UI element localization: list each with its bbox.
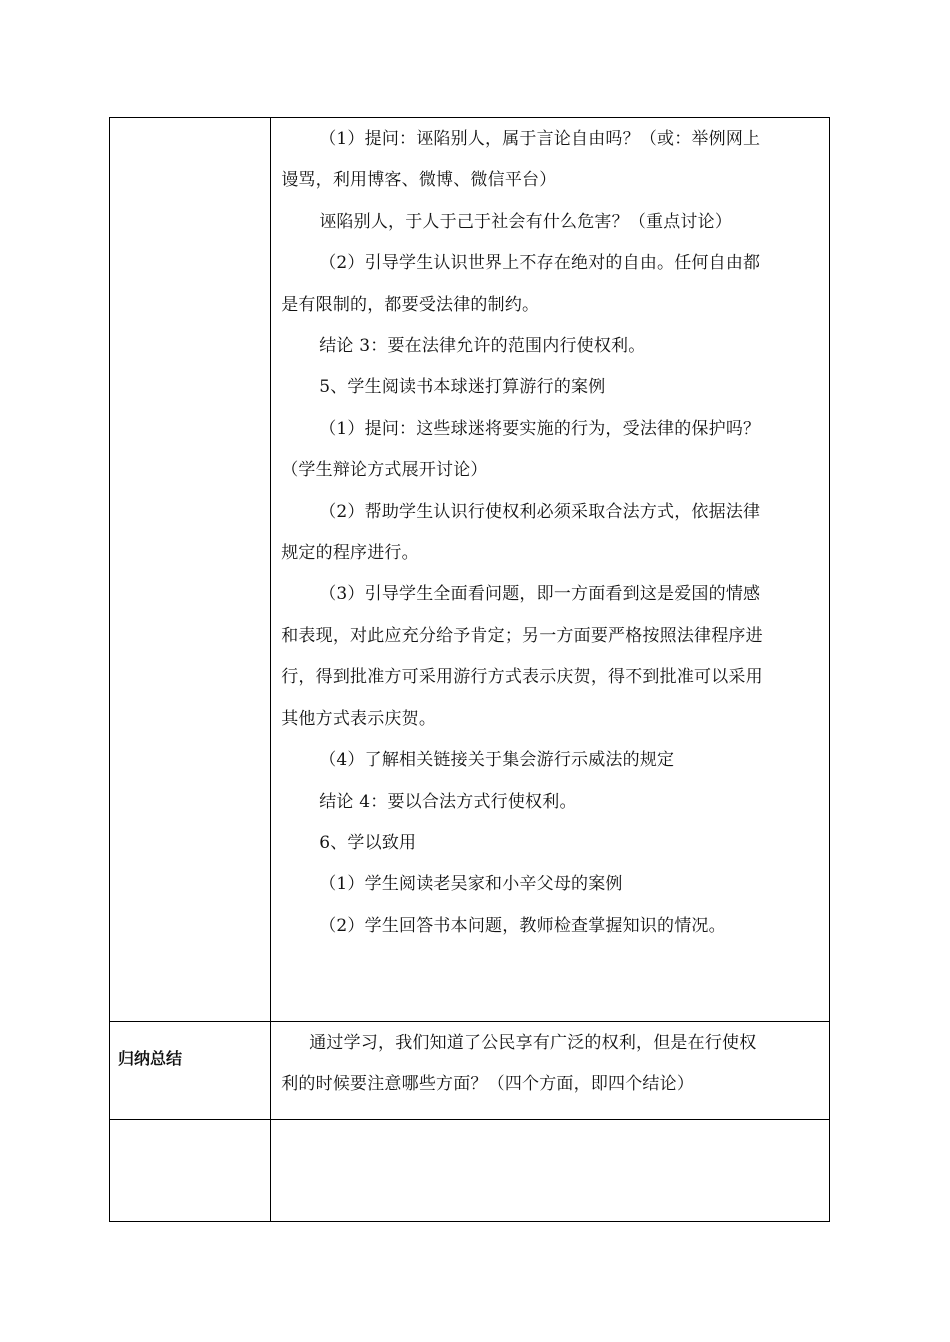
content-line: （2）学生回答书本问题，教师检查掌握知识的情况。: [319, 915, 726, 936]
content-line: 和表现，对此应充分给予肯定；另一方面要严格按照法律程序进: [281, 625, 763, 646]
activity-label-cell: [110, 118, 271, 1022]
content-line: （4）了解相关链接关于集会游行示威法的规定: [319, 750, 675, 771]
summary-line: 通过学习，我们知道了公民享有广泛的权利，但是在行使权: [309, 1033, 757, 1053]
content-line: 行，得到批准方可采用游行方式表示庆贺，得不到批准可以采用: [281, 667, 763, 688]
activity-content: [271, 118, 829, 947]
content-line: （学生辩论方式展开讨论）: [281, 460, 488, 481]
activity-row: [110, 118, 830, 1022]
empty-left-cell: [110, 1120, 271, 1222]
empty-right-cell: [271, 1120, 830, 1222]
content-line: 是有限制的，都要受法律的制约。: [281, 294, 540, 315]
content-heading: 5、学生阅读书本球迷打算游行的案例: [319, 377, 606, 398]
content-line: （1）学生阅读老吴家和小辛父母的案例: [319, 874, 623, 895]
conclusion-3: 结论 3：要在法律允许的范围内行使权利。: [319, 336, 646, 357]
summary-row: [110, 1022, 830, 1120]
content-line: 诬陷别人，于人于己于社会有什么危害？（重点讨论）: [319, 211, 733, 232]
content-line: （3）引导学生全面看问题，即一方面看到这是爱国的情感: [319, 584, 761, 605]
content-line: 规定的程序进行。: [281, 543, 419, 564]
summary-content-cell: [271, 1022, 830, 1120]
empty-row: [110, 1120, 830, 1222]
lesson-plan-table: [109, 117, 830, 1222]
content-line: 其他方式表示庆贺。: [281, 708, 437, 729]
conclusion-4: 结论 4：要以合法方式行使权利。: [319, 791, 577, 812]
content-line: （2）引导学生认识世界上不存在绝对的自由。任何自由都: [319, 253, 761, 274]
summary-text: [271, 1022, 829, 1106]
content-line: （2）帮助学生认识行使权利必须采取合法方式，依据法律: [319, 501, 761, 522]
summary-label-cell: [110, 1022, 271, 1120]
content-line: （1）提问：诬陷别人，属于言论自由吗？（或：举例网上: [319, 129, 761, 149]
content-line: 谩骂，利用博客、微博、微信平台）: [281, 170, 557, 191]
content-line: （1）提问：这些球迷将要实施的行为，受法律的保护吗？: [319, 418, 761, 439]
summary-label: 归纳总结: [118, 1049, 183, 1068]
activity-content-cell: [271, 118, 830, 1022]
content-heading: 6、学以致用: [319, 832, 417, 853]
summary-line: 利的时候要注意哪些方面？（四个方面，即四个结论）: [281, 1074, 695, 1095]
